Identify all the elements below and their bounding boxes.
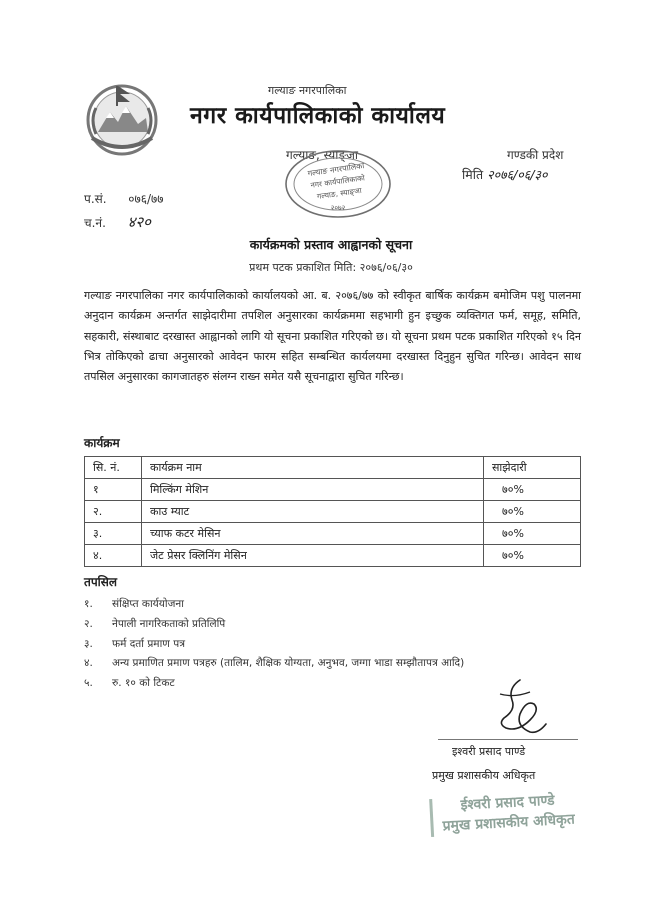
table-row [85, 501, 581, 523]
row-share: ७०% [484, 479, 581, 501]
office-title: नगर कार्यपालिकाको कार्यालय [190, 103, 446, 129]
list-item: ५. रु. १० को टिकट [84, 677, 175, 690]
row-sn: ४. [85, 545, 142, 567]
list-item: ३. फर्म दर्ता प्रमाण पत्र [84, 637, 185, 650]
svg-text:२०७२: २०७२ [330, 204, 346, 212]
notice-title: कार्यक्रमको प्रस्ताव आह्वानको सूचना [249, 237, 413, 252]
table-header-row [85, 457, 581, 479]
municipality-name-small: गल्याङ नगरपालिका [268, 84, 347, 97]
ps-reference [84, 190, 163, 207]
list-item: ४. अन्य प्रमाणित प्रमाण पत्रहरु (तालिम, शैक्षिक योग्यता, अनुभव, जग्गा भाडा सम्झौतापत्र आदि) [84, 657, 465, 670]
signature-line [438, 739, 578, 740]
signatory-rubber-stamp [441, 790, 575, 837]
row-share: ७०% [484, 523, 581, 545]
district-label: गल्याङ, स्याङ्जा [286, 148, 358, 162]
date-label: मिति [462, 167, 484, 182]
nepal-emblem-logo [80, 78, 164, 158]
program-heading: कार्यक्रम [84, 436, 120, 450]
notice-body: गल्याङ नगरपालिका नगर कार्यपालिकाको कार्यालयको आ. ब. २०७६/७७ को स्वीकृत बार्षिक कार्यक्रम बमोजिम पशु पालनमा अनुदान कार्यक्रम अन्तर्गत साझेदारीमा तपशिल अनुसारका कार्यक्रममा सहभागी हुन इच्छुक व्यक्तिगत फर्म, समूह, समिति, सहकारी, संस्थाबाट दरखास्त आह्वानको लागि यो सूचना प्रकाशित गरिएको छ। यो सूचना प्रथम पटक प्रकाशित गरिएको १५ दिन भित्र तोकिएको ढाचा अनुसारको आवेदन फारम सहित सम्बन्धित कार्यलयमा दरखास्त दिनुहुन सुचित गरिन्छ। आवेदन साथ तपसिल अनुसारका कागजातहरु संलग्न राख्न समेत यसै सूचनाद्वारा सुचित गरिन्छ। [84, 289, 581, 384]
list-item: २. नेपाली नागरिकताको प्रतिलिपि [84, 617, 226, 630]
svg-text:गल्याङ नगरपालिका: गल्याङ नगरपालिका [307, 161, 365, 179]
row-program-name: काउ म्याट [142, 501, 484, 523]
stamp-bar [429, 799, 434, 837]
date-line [462, 166, 548, 183]
office-round-stamp [282, 148, 394, 220]
signatory-name: इश्वरी प्रसाद पाण्डे [452, 745, 526, 758]
stamp-title: प्रमुख प्रशासकीय अधिकृत [442, 811, 576, 835]
column-header-name: कार्यक्रम नाम [142, 457, 484, 479]
date-value: २०७६/०६/३० [487, 167, 548, 182]
row-program-name: च्याफ कटर मेसिन [142, 523, 484, 545]
cn-reference [84, 212, 151, 232]
table-row [85, 523, 581, 545]
column-header-share: साझेदारी [484, 457, 581, 479]
row-program-name: जेट प्रेसर क्लिनिंग मेसिन [142, 545, 484, 567]
details-heading: तपसिल [84, 575, 118, 589]
table-row [85, 545, 581, 567]
svg-text:नगर कार्यपालिकाको: नगर कार्यपालिकाको [310, 173, 366, 190]
row-sn: १ [85, 479, 142, 501]
cn-value: ४२० [127, 213, 151, 231]
stamp-name: ईश्वरी प्रसाद पाण्डे [460, 792, 555, 814]
row-share: ७०% [484, 501, 581, 523]
svg-text:गल्याङ, स्याङ्जा: गल्याङ, स्याङ्जा [316, 185, 363, 201]
signatory-title: प्रमुख प्रशासकीय अधिकृत [432, 769, 536, 782]
list-item: १. संक्षिप्त कार्ययोजना [84, 598, 184, 610]
ps-label: प.सं. [84, 192, 107, 206]
column-header-sn: सि. नं. [85, 457, 142, 479]
row-share: ७०% [484, 545, 581, 567]
table-row [85, 479, 581, 501]
province-label: गण्डकी प्रदेश [507, 148, 564, 162]
row-program-name: मिल्किंग मेशिन [142, 479, 484, 501]
handwritten-signature [490, 674, 550, 738]
program-table [84, 456, 581, 567]
required-documents-list [84, 595, 464, 694]
first-publication-date: प्रथम पटक प्रकाशित मिति: २०७६/०६/३० [249, 261, 413, 274]
row-sn: २. [85, 501, 142, 523]
cn-label: च.नं. [84, 216, 106, 230]
row-sn: ३. [85, 523, 142, 545]
ps-value: ०७६/७७ [128, 192, 164, 206]
